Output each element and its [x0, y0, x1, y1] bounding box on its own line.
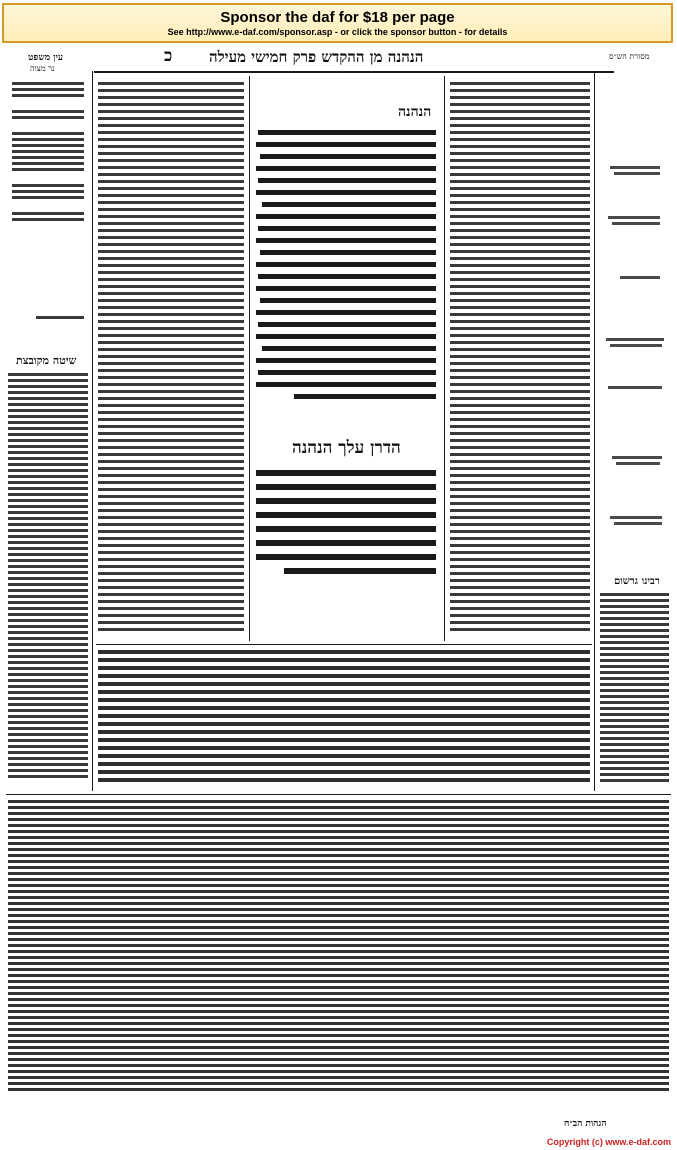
- masoret-hashas-notes: [600, 76, 670, 556]
- gemara-text-block: [254, 126, 440, 446]
- masoret-hashas-label: מסורת הש״ס: [609, 52, 650, 61]
- tosafot-divider: [249, 76, 250, 641]
- tosafot-lines: [96, 80, 246, 640]
- rashi-column: [448, 80, 592, 640]
- hagahot-habach-label: הגהות הב״ח: [564, 1119, 607, 1129]
- page-header-center: הנהנה מן ההקדש פרק חמישי מעילה: [209, 48, 424, 66]
- margin-divider-right: [594, 71, 595, 791]
- talmud-page-scan: [4, 46, 673, 1134]
- ein-mishpat-label: עין משפט: [28, 53, 63, 63]
- shita-mekubetzet-title: שיטה מקובצת: [16, 354, 77, 367]
- sponsor-banner-subtitle[interactable]: See http://www.e-daf.com/sponsor.asp - or click the sponsor button - for details: [167, 27, 508, 37]
- rabbenu-gershom-title: רבינו גרשום: [614, 576, 660, 587]
- ein-mishpat-lines: [6, 76, 90, 346]
- left-margin-lines: [6, 371, 90, 791]
- tosafot-column: [96, 80, 246, 640]
- footnotes-block: [6, 798, 671, 1118]
- right-margin-notes: [598, 591, 671, 791]
- footnotes-lines: [6, 798, 671, 1118]
- masoret-hashas-lines: [600, 76, 670, 556]
- hadran-heading: הדרן עלך הנהנה: [292, 438, 401, 458]
- gemara-lines: [254, 126, 440, 446]
- lower-section-rule: [96, 644, 592, 645]
- page-number: כ: [164, 46, 173, 66]
- lower-commentary-block: [96, 648, 592, 793]
- mishnah-lines: [254, 466, 440, 636]
- margin-divider-left: [92, 71, 93, 791]
- copyright-notice: Copyright (c) www.e-daf.com: [546, 1137, 671, 1147]
- gemara-opening-word: הנהנה: [398, 104, 432, 120]
- lower-commentary-lines: [96, 648, 592, 793]
- ner-mitzvah-label: נר מצוה: [30, 64, 55, 73]
- sponsor-banner[interactable]: [2, 3, 673, 43]
- rashi-divider: [444, 76, 445, 641]
- mishnah-text-block: [254, 466, 440, 636]
- footnote-rule: [6, 794, 671, 795]
- rashi-lines: [448, 80, 592, 640]
- ein-mishpat-notes: [6, 76, 90, 346]
- left-margin-notes: [6, 371, 90, 791]
- sponsor-banner-title[interactable]: Sponsor the daf for $18 per page: [220, 9, 455, 26]
- right-margin-lines: [598, 591, 671, 791]
- header-rule: [94, 71, 614, 73]
